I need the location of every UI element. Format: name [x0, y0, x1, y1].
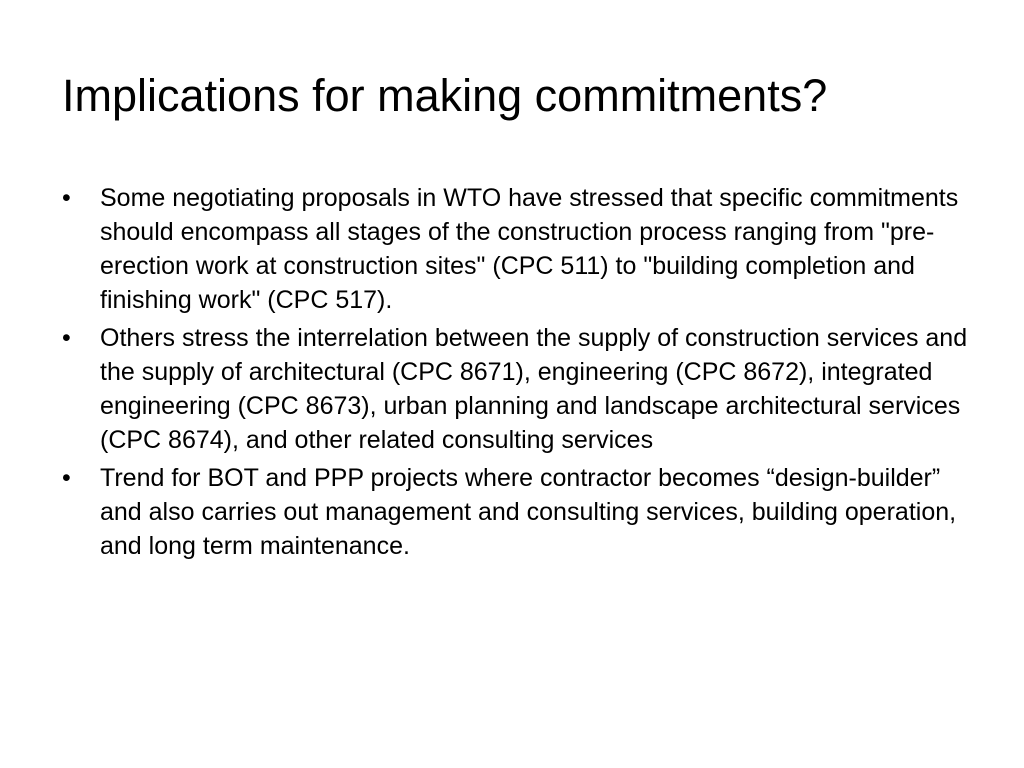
slide-title: Implications for making commitments?	[62, 70, 828, 121]
bullet-marker: •	[62, 324, 71, 352]
bullet-text: Others stress the interrelation between the supply of construction services and the supply of architectural (CPC 8671), engineering (CPC 8672), integrated engineering (CPC 8673), urban planning and landscape architectural services (CPC 8674), and other related consulting services	[100, 324, 968, 454]
bullet-text: Trend for BOT and PPP projects where contractor becomes “design-builder” and also carries out management and consulting services, building operation, and long term maintenance.	[100, 464, 957, 560]
bullet-item	[62, 461, 972, 563]
bullet-text: Some negotiating proposals in WTO have stressed that specific commitments should encompass all stages of the construction process ranging from "pre-erection work at construction sites" (CPC 511) to "building completion and finishing work" (CPC 517).	[100, 184, 959, 314]
bullet-marker: •	[62, 464, 71, 492]
bullet-list	[62, 181, 972, 567]
bullet-item	[62, 321, 972, 457]
bullet-marker: •	[62, 184, 71, 212]
bullet-item	[62, 181, 972, 317]
